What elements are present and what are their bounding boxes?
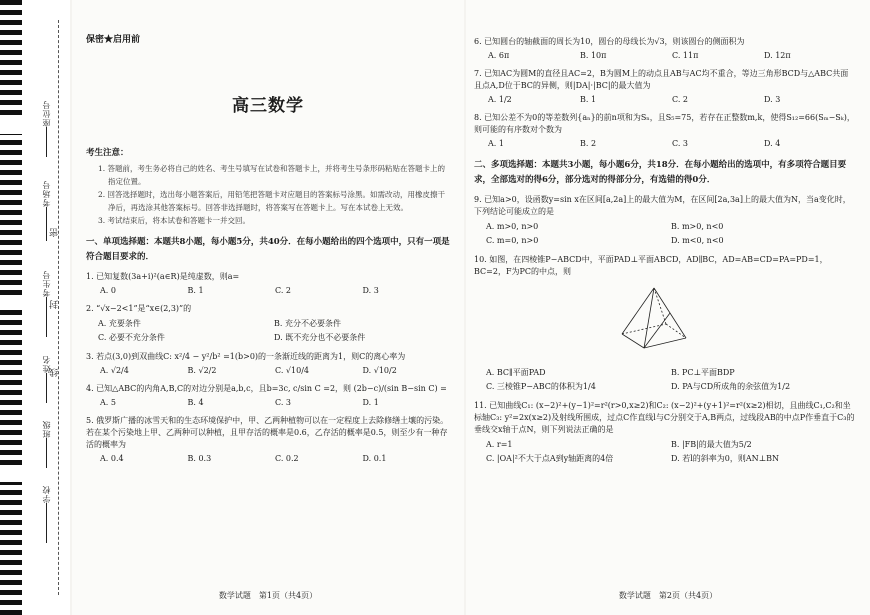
seal-char: 密 [50,228,60,237]
option[interactable]: B. PC⊥平面BDP [671,368,735,377]
options-row [488,94,856,106]
field-line [46,207,47,241]
field-label: 座位号 [41,100,51,127]
notice-item: 2. 回答选择题时，选出每小题答案后，用铅笔把答题卡对应题目的答案标号涂黑。如需改动，用橡皮擦干净后，再选涂其他答案标号。回答非选择题时，将答案写在答题卡上。写在本试卷上无效。 [98,190,446,212]
option[interactable]: C. 2 [672,95,689,104]
page-footer: 数学试题 第2页（共4页） [618,591,718,600]
field-school[interactable] [22,485,70,543]
field-label: 学校 [41,485,51,503]
question-10: 10. 如图，在四棱锥P−ABCD中，平面PAD⊥平面ABCD，AD∥BC，AD=AB=CD=PA=PD=1，BC=2，F为PC的中点，则 [474,255,828,276]
options-grid [98,317,450,345]
option[interactable]: C. 3 [672,139,689,148]
options-row [100,365,450,377]
option[interactable]: D. m<0, n<0 [671,236,724,245]
option[interactable]: D. 4 [764,139,781,148]
page-footer: 数学试题 第1页（共4页） [218,591,318,600]
option[interactable]: B. m>0, n<0 [671,222,724,231]
option[interactable]: A. 1/2 [488,95,512,104]
option[interactable]: A. BC∥平面PAD [486,368,546,377]
question-2: 2. “√x−2<1”是“x∈(2,3)”的 [86,304,192,313]
page-1 [72,0,464,615]
options-row [100,397,450,409]
option[interactable]: A. r=1 [486,440,513,449]
section-heading: 二、多项选择题：本题共3小题，每小题6分，共18分．在每小题给出的选项中，有多项符合题目要求，全部选对的得6分，部分选对的得部分分，有选错的得0分． [474,160,847,185]
question-1: 1. 已知复数(3a+i)²(a∈R)是纯虚数，则a= [86,272,240,281]
options-row [100,453,450,465]
option[interactable]: B. 1 [580,95,597,104]
option[interactable]: B. 充分不必要条件 [274,319,341,328]
option[interactable]: C. 必要不充分条件 [98,333,165,342]
option[interactable]: B. 2 [580,139,597,148]
field-label: 考生号 [41,270,51,297]
question-5: 5. 俄罗斯广播的冰雪天和的生态环境保护中，甲、乙两种植物可以在一定程度上去除修缮土壤的污染。若在某个污染地上甲、乙两种可以种植，且甲存活的概率是0.6，乙存活的概率是0.5，则至少有一种存活的概率为 [86,416,449,449]
options-grid [486,438,856,466]
field-class[interactable] [22,420,70,468]
field-line [46,373,47,403]
option[interactable]: A. m>0, n>0 [486,222,539,231]
option[interactable]: B. √2/2 [187,366,217,375]
option[interactable]: A. 0.4 [100,454,124,463]
seal-char: 封 [50,300,60,309]
field-label: 姓名 [41,355,51,373]
option[interactable]: C. 3 [275,398,292,407]
option[interactable]: B. 1 [187,286,204,295]
barcode-gap [0,300,22,310]
options-row [488,50,856,62]
option[interactable]: A. 5 [100,398,116,407]
option[interactable]: B. 10π [580,51,607,60]
option[interactable]: C. 2 [275,286,292,295]
option[interactable]: A. √2/4 [100,366,129,375]
option[interactable]: D. 12π [764,51,791,60]
seal-char: 线 [50,368,60,377]
option[interactable]: D. 0.1 [362,454,387,463]
option[interactable]: D. 若l的斜率为0，则AN⊥BN [671,454,780,463]
barcode-gap [0,120,22,134]
option[interactable]: C. 三棱锥P−ABC的体积为1/4 [486,382,596,391]
options-grid [486,366,856,394]
field-line [46,438,47,468]
field-exam-room[interactable] [22,180,70,241]
pyramid-figure [614,284,694,354]
option[interactable]: C. |OA|²不大于点A到y轴距离的4倍 [486,454,614,463]
page-title: 高三数学 [232,96,304,116]
options-grid [486,220,856,248]
option[interactable]: D. 3 [764,95,781,104]
field-label: 班级 [41,420,51,438]
option[interactable]: A. 充要条件 [98,319,141,328]
field-line [46,127,47,157]
option[interactable]: B. 4 [187,398,204,407]
question-4: 4. 已知△ABC的内角A,B,C的对边分别是a,b,c，且b=3c, c/sin C =2，则 (2b−c)/(sin B−sin C) = [86,384,447,393]
option[interactable]: A. 0 [100,286,116,295]
question-11: 11. 已知曲线C₁: (x−2)²+(y−1)²=r²(r>0,x≥2)和C₂: (x−2)²+(y+1)²=r²(x≥2)相切，且曲线C₁,C₂和坐标轴C₃: y²=2x(x≥2)及射线所围成，过点C作直线l与C分别交于A,B两点，过线段AB的中点P作垂直于C₃的垂线交x轴于点N，则下列说法正确的是 [474,401,855,434]
field-label: 考场号 [41,180,51,207]
confidential-mark: 保密★启用前 [86,35,141,45]
option[interactable]: C. √10/4 [275,366,309,375]
binding-margin [0,0,70,615]
question-3: 3. 若点(3,0)到双曲线C: x²/4 − y²/b² =1(b>0)的一条渐近线的距离为1，则C的离心率为 [86,352,406,361]
question-7: 7. 已知AC为圆M的直径且AC=2，B为圆M上的动点且AB与AC均不重合，等边三角形BCD与△ABC共面且点A,D位于BC的异侧，则|DA|·|BC|的最大值为 [474,69,849,90]
option[interactable]: C. m=0, n>0 [486,236,539,245]
notice-heading: 考生注意： [86,148,129,158]
field-name[interactable] [22,355,70,403]
question-6: 6. 已知圆台的轴截面的周长为10，圆台的母线长为√3，则该圆台的侧面积为 [474,37,745,46]
question-9: 9. 已知a>0，设函数y=sin x在区间[a,2a]上的最大值为M，在区间[2a,3a]上的最大值为N，当a变化时，下列结论可能成立的是 [474,195,851,216]
notice-item: 1. 答题前，考生务必将自己的姓名、考生号填写在试卷和答题卡上，并将考生号条形码粘贴在答题卡上的指定位置。 [98,164,446,186]
option[interactable]: B. 0.3 [187,454,212,463]
options-row [488,138,856,150]
option[interactable]: C. 11π [672,51,699,60]
option[interactable]: D. 既不充分也不必要条件 [274,333,366,342]
field-line [46,503,47,543]
field-seat-number[interactable] [22,100,70,157]
option[interactable]: D. √10/2 [362,366,397,375]
option[interactable]: A. 1 [488,139,504,148]
field-student-id[interactable] [22,270,70,337]
options-row [100,285,450,297]
barcode-gap [0,470,22,482]
question-8: 8. 已知公差不为0的等差数列{aₙ}的前n项和为Sₙ，且S₅=75，若存在正整数m,k，使得S₁₂=66(Sₘ−Sₖ)，则可能的有序数对个数为 [474,113,855,134]
section-heading: 一、单项选择题：本题共8小题，每小题5分，共40分．在每小题给出的四个选项中，只有一项是符合题目要求的． [86,237,450,262]
option[interactable]: C. 0.2 [275,454,299,463]
field-line [46,297,47,337]
option[interactable]: B. |FB|的最大值为5/2 [671,440,752,449]
option[interactable]: D. PA与CD所成角的余弦值为1/2 [671,382,791,391]
option[interactable]: A. 6π [488,51,510,60]
notice-item: 3. 考试结束后，将本试卷和答题卡一并交回。 [98,216,251,225]
option[interactable]: D. 3 [362,286,379,295]
page-2 [466,0,870,615]
option[interactable]: D. 1 [362,398,379,407]
